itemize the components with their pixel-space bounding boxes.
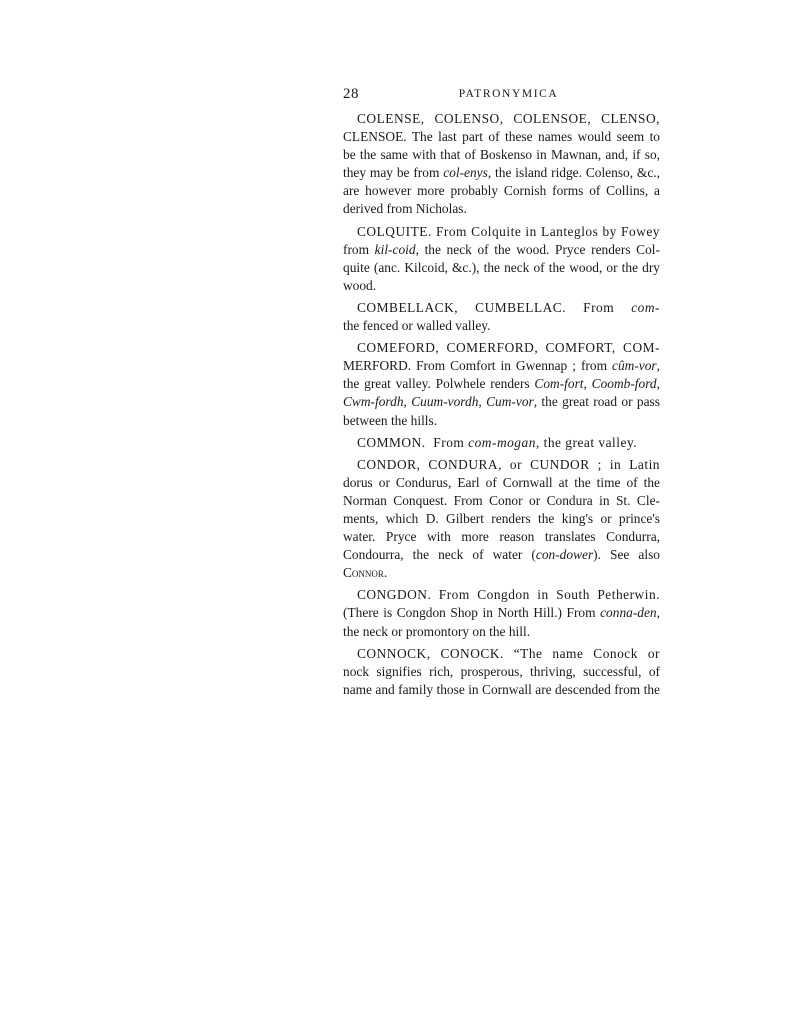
- text-run: CONNOCK, CONOCK. “The name Conock or: [357, 645, 660, 661]
- text-run: COMEFORD, COMERFORD, COMFORT, COM-: [357, 340, 660, 356]
- text-line: [343, 241, 660, 259]
- text-line: [343, 259, 660, 277]
- text-line: [343, 110, 660, 128]
- text-line: [343, 492, 660, 510]
- text-run: the fenced or walled valley.: [343, 318, 491, 334]
- text-run: ,: [656, 605, 660, 621]
- text-run: COLQUITE. From Colquite in Lanteglos by Fowey: [357, 223, 660, 239]
- text-line: [343, 663, 660, 681]
- text-run: ,: [403, 394, 412, 410]
- text-line: [343, 223, 660, 241]
- text-line: [343, 546, 660, 564]
- text-line: [343, 586, 660, 604]
- text-line: [343, 317, 660, 335]
- text-run: name and family those in Cornwall are descended from the: [343, 681, 660, 697]
- text-run: the great valley. Polwhele renders: [343, 376, 535, 392]
- text-line: [343, 299, 660, 317]
- text-run: between the hills.: [343, 412, 438, 428]
- text-line: [343, 128, 660, 146]
- text-run: they may be from: [343, 165, 444, 181]
- text-run: CONDOR, CONDURA, or CUNDOR ; in Latin: [357, 456, 660, 472]
- text-run: ). See also: [593, 547, 660, 563]
- text-run: COLENSE, COLENSO, COLENSOE, CLENSO,: [357, 111, 660, 126]
- text-run: , the island ridge. Colenso, &c.,: [487, 165, 660, 181]
- text-run: nock signifies rich, prosperous, thriving, successful, of: [343, 663, 660, 679]
- text-run: derived from Nicholas.: [343, 201, 467, 217]
- text-line: [343, 456, 660, 474]
- italic-term: cûm-vor: [612, 358, 657, 374]
- running-title: PATRONYMICA: [458, 88, 559, 100]
- text-line: [343, 164, 660, 182]
- text-line: [343, 623, 660, 641]
- text-line: [343, 339, 660, 357]
- text-run: quite (anc. Kilcoid, &c.), the neck of the wood, or the dry: [343, 259, 660, 275]
- italic-term: conna-den: [600, 605, 657, 621]
- text-run: Condourra, the neck of water (: [343, 547, 536, 563]
- italic-term: con-dower: [535, 547, 594, 563]
- italic-term: com-: [631, 299, 660, 315]
- text-run: water. Pryce with more reason translates Condurra,: [343, 529, 660, 545]
- text-run: ,: [656, 376, 660, 392]
- body-text: [343, 110, 660, 699]
- text-run: ,: [656, 358, 660, 374]
- text-line: [343, 474, 660, 492]
- italic-term: com-mogan: [468, 434, 536, 450]
- running-head: [343, 86, 660, 104]
- text-run: ments, which D. Gilbert renders the king's or prince's: [343, 510, 660, 526]
- text-run: , the great road or pass: [533, 394, 660, 410]
- cross-reference: Connor.: [343, 565, 388, 581]
- text-line: [343, 645, 660, 663]
- text-line: [343, 277, 660, 295]
- text-line: [343, 564, 660, 582]
- italic-term: Coomb-ford: [591, 376, 657, 392]
- italic-term: Cum-vor: [486, 394, 534, 410]
- text-run: the neck or promontory on the hill.: [343, 623, 531, 639]
- text-line: [343, 681, 660, 699]
- italic-term: Cuum-vordh: [411, 394, 479, 410]
- text-line: [343, 604, 660, 622]
- italic-term: Com-fort: [534, 376, 584, 392]
- text-run: CLENSOE. The last part of these names would seem to: [343, 129, 660, 145]
- text-line: [343, 182, 660, 200]
- text-run: COMBELLACK, CUMBELLAC. From: [357, 299, 632, 315]
- page-number: 28: [343, 86, 359, 102]
- text-line: [343, 528, 660, 546]
- text-run: be the same with that of Boskenso in Mawnan, and, if so,: [343, 147, 660, 163]
- text-run: are however more probably Cornish forms of Collins, a: [343, 183, 660, 199]
- text-run: COMMON. From: [357, 434, 469, 450]
- text-run: CONGDON. From Congdon in South Petherwin.: [357, 587, 660, 603]
- text-run: MERFORD. From Comfort in Gwennap ; from: [343, 358, 613, 374]
- text-run: , the neck of the wood. Pryce renders Col-: [415, 241, 660, 257]
- text-line: [343, 375, 660, 393]
- text-run: ,: [478, 394, 487, 410]
- text-line: [343, 412, 660, 430]
- italic-term: Cwm-fordh: [343, 394, 404, 410]
- text-line: [343, 434, 660, 452]
- text-run: Norman Conquest. From Conor or Condura in St. Cle-: [343, 492, 660, 508]
- italic-term: kil-coid: [374, 241, 416, 257]
- text-run: from: [343, 241, 375, 257]
- text-line: [343, 510, 660, 528]
- text-line: [343, 146, 660, 164]
- text-line: [343, 357, 660, 375]
- text-run: dorus or Condurus, Earl of Cornwall at the time of the: [343, 474, 660, 490]
- text-run: , the great valley.: [535, 434, 638, 450]
- text-line: [343, 393, 660, 411]
- text-run: wood.: [343, 277, 377, 293]
- italic-term: col-enys: [443, 165, 488, 181]
- text-run: (There is Congdon Shop in North Hill.) From: [343, 605, 601, 621]
- text-line: [343, 200, 660, 218]
- text-run: ,: [583, 376, 592, 392]
